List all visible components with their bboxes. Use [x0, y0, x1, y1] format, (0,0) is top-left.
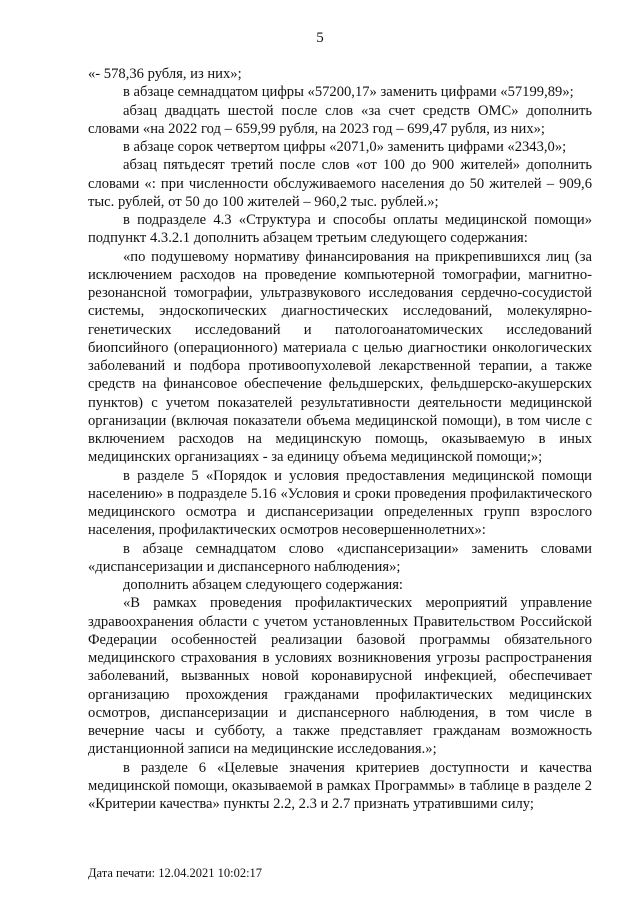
paragraph: в абзаце сорок четвертом цифры «2071,0» заменить цифрами «2343,0»; — [123, 139, 567, 155]
quoted-paragraph: «В рамках проведения профилактических мероприятий управление здравоохранения области с учетом установленных Правительством Российской Федерации особенностей реализации базовой программы обязательного медицинского страхования в условиях возникновения угрозы распространения заболеваний, вызванных новой коронавирусной инфекцией, обеспечивает организацию прохождения гражданами профилактических медицинских осмотров, диспансеризации и диспансерного наблюдения, в том числе в вечерние часы и субботу, а также представляет гражданам возможность дистанционной записи на медицинские исследования.»; — [88, 595, 592, 758]
document-body — [88, 65, 592, 813]
paragraph: в абзаце семнадцатом цифры «57200,17» заменить цифрами «57199,89»; — [123, 84, 574, 101]
page-number: 5 — [316, 30, 324, 46]
print-date-footer: Дата печати: 12.04.2021 10:02:17 — [88, 866, 263, 880]
paragraph: «- 578,36 рубля, из них»; — [88, 66, 242, 82]
paragraph: в разделе 6 «Целевые значения критериев доступности и качества медицинской помощи, оказываемой в рамках Программы» в таблице в разделе 2 «Критерии качества» пункты 2.2, 2.3 и 2.7 признать утратившими силу; — [88, 759, 592, 812]
paragraph: в абзаце семнадцатом слово «диспансеризации» заменить словами «диспансеризации и диспансерного наблюдения»; — [88, 540, 592, 575]
paragraph: абзац пятьдесят третий после слов «от 100 до 900 жителей» дополнить словами «: при численности обслуживаемого населения до 50 жителей – 909,6 тыс. рублей, от 50 до 100 жителей – 960,2 тыс. рублей.»; — [88, 157, 592, 210]
quoted-paragraph: «по подушевому нормативу финансирования на прикрепившихся лиц (за исключением расходов на проведение компьютерной томографии, магнитно-резонансной томографии, ультразвукового исследования сердечно-сосудистой системы, эндоскопических диагностических исследований, молекулярно-генетических исследований и патологоанатомических исследований биопсийного (операционного) материала с целью диагностики онкологических заболеваний и подбора противоопухолевой лекарственной терапии, а также средств на финансовое обеспечение фельдшерских, фельдшерско-акушерских пунктов) с учетом показателей результативности деятельности медицинской организации (включая показатели объема медицинской помощи), в том числе с включением расходов на медицинскую помощь, оказываемую в иных медицинских организациях - за единицу объема медицинской помощи;»; — [88, 248, 592, 466]
paragraph: дополнить абзацем следующего содержания: — [123, 577, 403, 593]
paragraph: абзац двадцать шестой после слов «за счет средств ОМС» дополнить словами «на 2022 год – 659,99 рубля, на 2023 год – 699,47 рубля, из них»; — [88, 102, 592, 137]
paragraph: в разделе 5 «Порядок и условия предоставления медицинской помощи населению» в подразделе 5.16 «Условия и сроки проведения профилактического медицинского осмотра и диспансеризации определенных групп взрослого населения, профилактических осмотров несовершеннолетних»: — [88, 467, 592, 539]
paragraph: в подразделе 4.3 «Структура и способы оплаты медицинской помощи» подпункт 4.3.2.1 дополнить абзацем третьим следующего содержания: — [88, 212, 592, 247]
